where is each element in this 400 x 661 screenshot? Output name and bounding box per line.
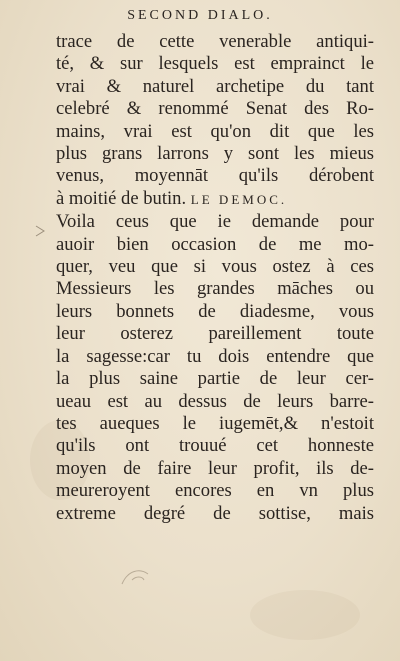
text-line xyxy=(56,413,374,435)
text-line-content: extreme degré de sottise, mais xyxy=(56,502,374,524)
text-line xyxy=(56,278,374,300)
text-line-content: la sagesse:car tu dois entendre que xyxy=(56,345,374,367)
text-line xyxy=(56,53,374,75)
text-line xyxy=(56,503,374,525)
text-line xyxy=(56,323,374,345)
running-head: SECOND DIALO. xyxy=(127,8,273,23)
text-line-content: Messieurs les grandes māches ou xyxy=(56,278,374,300)
text-line-content: qu'ils ont trouué cet honneste xyxy=(56,435,374,457)
text-line-content: té, & sur lesquels est emprainct le xyxy=(56,53,374,75)
text-line-content: quer, veu que si vous ostez à ces xyxy=(56,256,374,278)
text-line xyxy=(56,391,374,413)
text-line-content: auoir bien occasion de me mo- xyxy=(56,233,374,255)
text-line xyxy=(56,435,374,457)
text-line-content: à moitié de butin. xyxy=(56,187,187,209)
text-line-content: leurs bonnets de diadesme, vous xyxy=(56,300,374,322)
text-line-content: venus, moyennāt qu'ils dérobent xyxy=(56,165,374,187)
paper-stain xyxy=(250,590,360,640)
text-line xyxy=(56,121,374,143)
text-line xyxy=(56,76,374,98)
speaker-label: LE DEMOC. xyxy=(190,191,288,207)
margin-mark-icon xyxy=(34,224,46,238)
text-line xyxy=(56,301,374,323)
text-line-content: tes aueques le iugemēt,& n'estoit xyxy=(56,412,374,434)
text-line xyxy=(56,143,374,165)
text-line xyxy=(56,234,374,256)
text-line xyxy=(56,31,374,53)
text-line-content: ueau est au dessus de leurs barre- xyxy=(56,390,374,412)
text-line-content: la plus saine partie de leur cer- xyxy=(56,368,374,390)
text-line xyxy=(56,458,374,480)
ornament-icon xyxy=(118,562,158,592)
text-line xyxy=(56,211,374,233)
text-line-content: mains, vrai est qu'on dit que les xyxy=(56,120,374,142)
text-line-content: leur osterez pareillement toute xyxy=(56,323,374,345)
text-line xyxy=(56,368,374,390)
body-text xyxy=(56,31,374,525)
text-line xyxy=(56,165,374,187)
text-line-content: vrai & naturel archetipe du tant xyxy=(56,75,374,97)
text-line-content: trace de cette venerable antiqui- xyxy=(56,31,374,52)
text-line xyxy=(56,346,374,368)
text-line-content: meureroyent encores en vn plus xyxy=(56,480,374,502)
text-line xyxy=(56,480,374,502)
text-line xyxy=(56,98,374,120)
text-line-content: moyen de faire leur profit, ils de- xyxy=(56,457,374,479)
text-line xyxy=(56,256,374,278)
text-line xyxy=(56,188,374,211)
text-line-content: Voila ceus que ie demande pour xyxy=(56,211,374,233)
text-line-content: celebré & renommé Senat des Ro- xyxy=(56,98,374,120)
text-line-content: plus grans larrons y sont les mieus xyxy=(56,143,374,165)
